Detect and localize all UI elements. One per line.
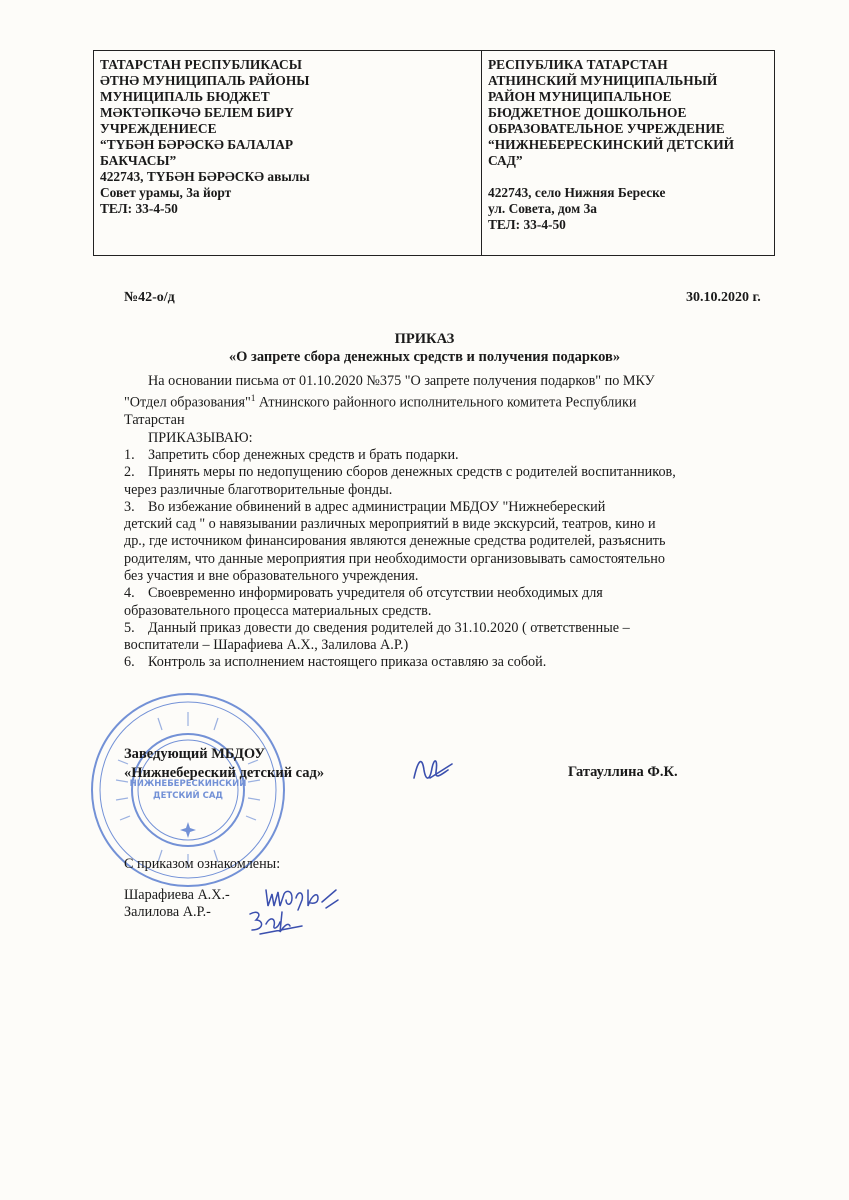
signature-zalilova <box>240 904 306 940</box>
header-line: Совет урамы, 3а йорт <box>100 185 232 200</box>
header-line: РАЙОН МУНИЦИПАЛЬНОЕ <box>488 89 672 104</box>
document-number: №42-о/д <box>124 290 175 305</box>
header-line: БАКЧАСЫ” <box>100 153 177 168</box>
header-line: ОБРАЗОВАТЕЛЬНОЕ УЧРЕЖДЕНИЕ <box>488 121 725 136</box>
header-line: ТАТАРСТАН РЕСПУБЛИКАСЫ <box>100 57 302 72</box>
order-item-text: Принять меры по недопущению сборов денежных средств с родителей воспитанников, <box>148 464 676 481</box>
order-item-text: детский сад " о навязывании различных мероприятий в виде экскурсий, театров, кино и <box>124 516 656 533</box>
header-line: РЕСПУБЛИКА ТАТАРСТАН <box>488 57 668 72</box>
order-item-line <box>124 499 784 516</box>
header-line: УЧРЕЖДЕНИЕСЕ <box>100 121 217 136</box>
spacer <box>124 873 280 887</box>
intro-text: "Отдел образования" <box>124 395 251 412</box>
order-item-line <box>124 620 784 637</box>
order-item-number: 6. <box>124 654 135 671</box>
header-line: ТЕЛ: 33-4-50 <box>100 201 178 216</box>
header-line: МӘКТӘПКӘЧӘ БЕЛЕМ БИРҮ <box>100 105 294 120</box>
order-item-text: Запретить сбор денежных средств и брать подарки. <box>148 446 459 463</box>
signature-block <box>124 745 324 783</box>
acknowledged-person: Залилова А.Р.- <box>124 904 211 920</box>
footnote-mark: 1 <box>250 393 256 404</box>
order-item-line <box>124 482 784 499</box>
header-line: САД” <box>488 153 523 168</box>
order-item-text: воспитатели – Шарафиева А.Х., Залилова А.Р.) <box>124 637 409 654</box>
document-title: ПРИКАЗ <box>394 331 455 347</box>
order-item-text: Контроль за исполнением настоящего приказа оставляю за собой. <box>148 654 547 671</box>
order-body <box>124 373 784 672</box>
order-item-line <box>124 551 784 568</box>
header-table <box>93 50 775 256</box>
intro-line: Татарстан <box>124 412 185 429</box>
order-item-number: 5. <box>124 619 135 636</box>
intro-line <box>124 390 784 412</box>
header-line: 422743, село Нижняя Береске <box>488 185 666 200</box>
order-item-text: через различные благотворительные фонды. <box>124 481 393 498</box>
order-item-text: образовательного процесса материальных средств. <box>124 602 432 619</box>
header-line: ул. Совета, дом 3а <box>488 201 597 216</box>
order-item-line <box>124 533 784 550</box>
order-item-text: Во избежание обвинений в адрес администрации МБДОУ "Нижнебереский <box>148 498 606 515</box>
header-line: “НИЖНЕБЕРЕСКИНСКИЙ ДЕТСКИЙ <box>488 137 735 152</box>
header-right-russian <box>482 51 774 255</box>
acknowledged-person: Шарафиева А.Х.- <box>124 887 230 903</box>
order-item-line <box>124 447 784 464</box>
stamp-text: НИЖНЕБЕРЕСКИНСКИЙ <box>129 779 247 789</box>
header-line: ТЕЛ: 33-4-50 <box>488 217 566 232</box>
director-signature <box>408 750 456 792</box>
order-item-text: родителям, что данные мероприятия при необходимости организовывать самостоятельно <box>124 550 665 567</box>
document-subtitle: «О запрете сбора денежных средств и получения подарков» <box>228 349 621 365</box>
signer-organization: «Нижнебереский детский сад» <box>124 765 325 781</box>
order-item-line <box>124 654 784 671</box>
acknowledgement-heading: С приказом ознакомлены: <box>124 856 281 872</box>
order-word: ПРИКАЗЫВАЮ: <box>148 429 253 446</box>
document-date: 30.10.2020 г. <box>686 290 761 305</box>
header-left-tatar <box>94 51 482 255</box>
order-item-line <box>124 516 784 533</box>
order-item-text: др., где источником финансирования являются денежные средства родителей, разъяснить <box>124 533 666 550</box>
order-item-number: 3. <box>124 498 135 515</box>
order-item-line <box>124 568 784 585</box>
header-line: 422743, ТҮБӘН БӘРӘСКӘ авылы <box>100 169 310 184</box>
signer-position: Заведующий МБДОУ <box>124 746 266 762</box>
header-line: ӘТНӘ МУНИЦИПАЛЬ РАЙОНЫ <box>100 73 310 88</box>
order-item-number: 1. <box>124 446 135 463</box>
header-line: “ТҮБӘН БӘРӘСКӘ БАЛАЛАР <box>100 137 294 152</box>
header-line: БЮДЖЕТНОЕ ДОШКОЛЬНОЕ <box>488 105 687 120</box>
order-item-text: Своевременно информировать учредителя об отсутствии необходимых для <box>148 585 603 602</box>
intro-text: Атнинского районного исполнительного комитета Республики <box>255 395 637 412</box>
order-item-line <box>124 603 784 620</box>
stamp-text: ДЕТСКИЙ САД <box>153 791 223 801</box>
order-item-line <box>124 585 784 602</box>
order-item-line <box>124 637 784 654</box>
order-item-text: Данный приказ довести до сведения родителей до 31.10.2020 ( ответственные – <box>148 619 630 636</box>
intro-line: На основании письма от 01.10.2020 №375 "О запрете получения подарков" по МКУ <box>148 373 655 389</box>
header-line: МУНИЦИПАЛЬ БЮДЖЕТ <box>100 89 270 104</box>
order-items <box>124 447 784 672</box>
order-item-number: 2. <box>124 464 135 481</box>
order-item-text: без участия и вне образовательного учреждения. <box>124 568 419 584</box>
header-line: АТНИНСКИЙ МУНИЦИПАЛЬНЫЙ <box>488 73 718 88</box>
order-item-line <box>124 464 784 481</box>
director-name: Гатауллина Ф.К. <box>568 764 678 780</box>
order-item-number: 4. <box>124 585 135 602</box>
